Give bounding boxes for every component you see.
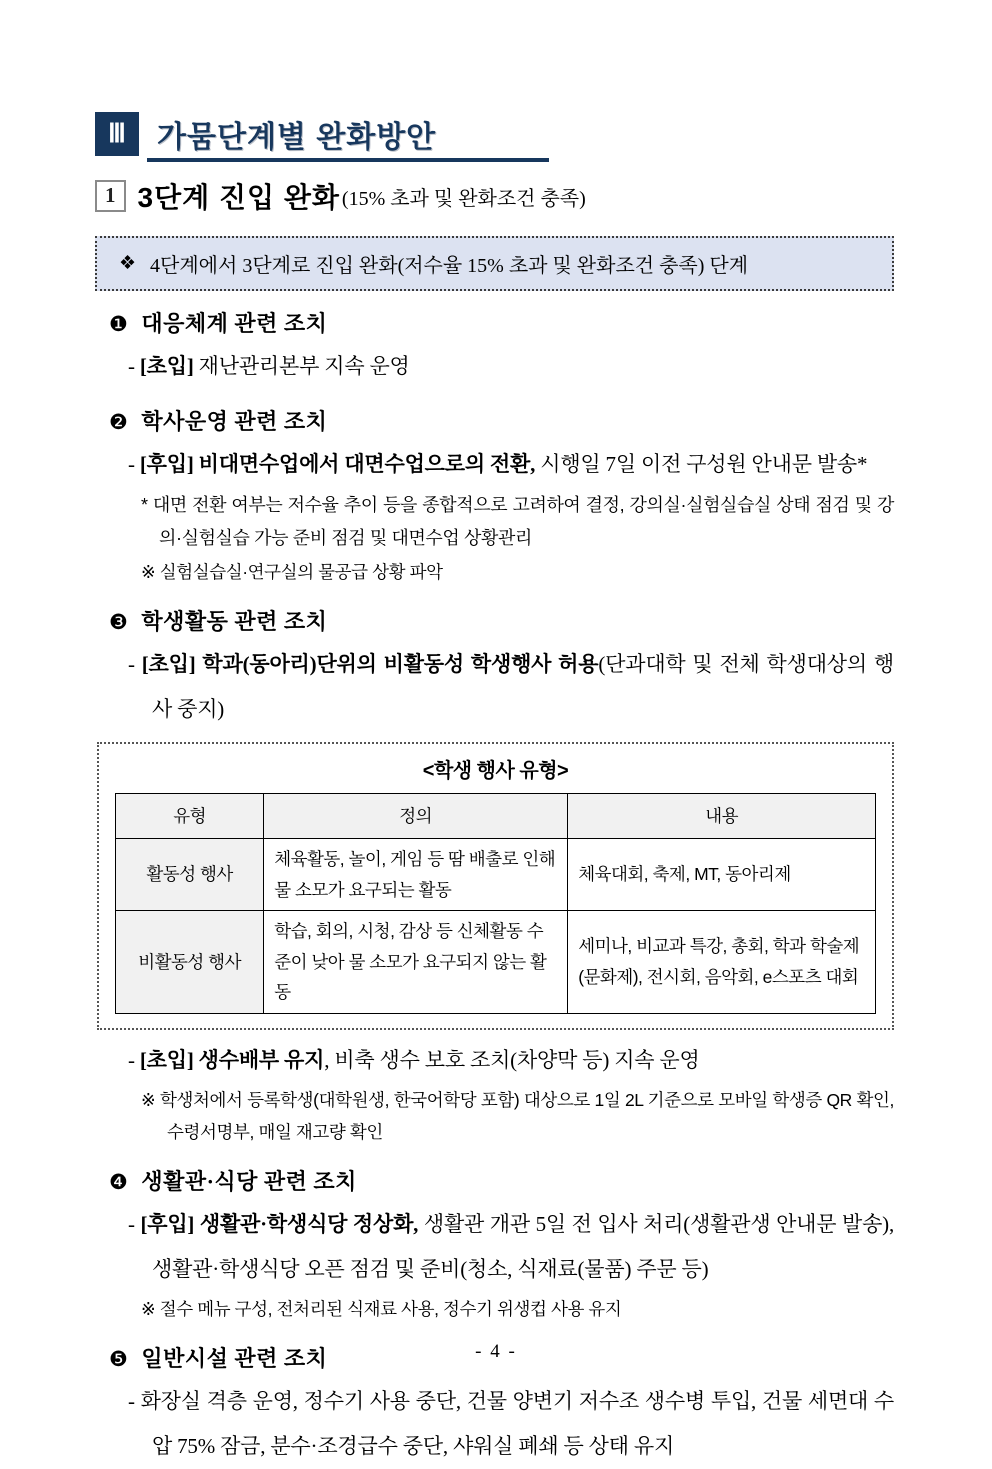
row-type: 활동성 행사 [116, 838, 264, 910]
section-2-item [95, 442, 894, 487]
row-content: 체육대회, 축제, MT, 동아리제 [568, 838, 876, 910]
section-3-reference-note: ※ 학생처에서 등록학생(대학원생, 한국어학당 포함) 대상으로 1일 2L 기준으로 모바일 학생증 QR 확인, 수령서명부, 매일 재고량 확인 [141, 1090, 894, 1143]
section-2-footnote: * 대면 전환 여부는 저수율 추이 등을 종합적으로 고려하여 결정, 강의실·실험실습실 상태 점검 및 강의·실험실습 가능 준비 점검 및 대면수업 상황관리 [141, 495, 894, 549]
section-1-item [95, 344, 894, 389]
section-4-title: 생활관·식당 관련 조치 [141, 1168, 357, 1194]
dash: - [128, 651, 135, 676]
section-4-item [95, 1202, 894, 1292]
dash: - [128, 452, 135, 477]
section-3-title: 학생활동 관련 조치 [141, 608, 328, 634]
section-subtitle [95, 176, 894, 216]
section-3-heading [109, 605, 894, 636]
student-event-table [115, 793, 876, 1014]
stage-callout-text: 4단계에서 3단계로 진입 완화(저수율 15% 초과 및 완화조건 충족) 단계 [150, 255, 749, 277]
chapter-header [95, 112, 894, 162]
phase-tag: [초입] 생수배부 유지 [139, 1048, 325, 1073]
stage-callout-box [95, 236, 894, 291]
section-4-reference-note: ※ 절수 메뉴 구성, 전처리된 식재료 사용, 정수기 위생컵 사용 유지 [141, 1299, 622, 1320]
section-2-heading [109, 405, 894, 436]
phase-tag: [초입] 학과(동아리)단위의 비활동성 학생행사 허용 [141, 651, 599, 676]
row-content: 세미나, 비교과 특강, 총회, 학과 학술제(문화제), 전시회, 음악회, e스포츠 대회 [568, 911, 876, 1014]
dash: - [128, 1048, 135, 1073]
subtitle-title: 3단계 진입 완화 [137, 182, 340, 213]
page-number: - 4 - [475, 1341, 517, 1362]
chapter-title-underline [147, 112, 549, 162]
section-1-heading [109, 307, 894, 338]
subtitle-condition: (15% 초과 및 완화조건 충족) [341, 187, 586, 210]
table-row [116, 911, 876, 1014]
phase-tag: [후입] 생활관·학생식당 정상화, [140, 1211, 419, 1236]
circled-3-icon: ❸ [109, 609, 129, 634]
item-text: 화장실 격층 운영, 정수기 사용 중단, 건물 양변기 저수조 생수병 투입, 건물 세면대 수압 75% 잠금, 분수·조경급수 중단, 샤워실 폐쇄 등 상태 유지 [134, 1388, 894, 1459]
section-2-title: 학사운영 관련 조치 [141, 409, 328, 435]
item-text: 시행일 7일 이전 구성원 안내문 발송* [535, 452, 868, 477]
circled-2-icon: ❷ [109, 410, 129, 435]
dash: - [128, 1211, 135, 1236]
chapter-title: 가뭄단계별 완화방안 [157, 121, 437, 154]
item-text: 재난관리본부 지속 운영 [193, 354, 410, 378]
dash: - [128, 354, 135, 378]
section-3-item-2 [95, 1038, 894, 1083]
col-header-definition: 정의 [264, 793, 568, 838]
student-event-type-box [97, 742, 894, 1030]
col-header-type: 유형 [116, 793, 264, 838]
circled-1-icon: ❶ [109, 312, 129, 336]
table-header-row [116, 793, 876, 838]
phase-tag: [초입] [139, 354, 194, 378]
section-3-item-1 [95, 642, 894, 732]
section-1-title: 대응체계 관련 조치 [141, 311, 328, 336]
circled-5-icon: ❺ [109, 1346, 129, 1371]
col-header-content: 내용 [568, 793, 876, 838]
dash: - [128, 1388, 135, 1413]
subtitle-number-box: 1 [95, 180, 126, 212]
row-definition: 체육활동, 놀이, 게임 등 땀 배출로 인해 물 소모가 요구되는 활동 [264, 838, 568, 910]
item-text: 생활관 개관 5일 전 입사 처리(생활관생 안내문 발송), 생활관·학생식당 오픈 점검 및 준비(청소, 식재료(물품) 주문 등) [152, 1211, 895, 1281]
section-2-reference-note: ※ 실험실습실·연구실의 물공급 상황 파악 [141, 561, 443, 582]
row-definition: 학습, 회의, 시청, 감상 등 신체활동 수준이 낮아 물 소모가 요구되지 않는 활동 [264, 911, 568, 1014]
table-title: <학생 행사 유형> [422, 759, 569, 782]
table-row [116, 838, 876, 910]
chapter-marker-box [95, 112, 139, 156]
item-text: , 비축 생수 보호 조치(차양막 등) 지속 운영 [324, 1048, 700, 1073]
row-type: 비활동성 행사 [116, 911, 264, 1014]
phase-tag: [후입] 비대면수업에서 대면수업으로의 전환, [139, 452, 536, 477]
section-4-heading [109, 1165, 894, 1196]
chapter-marker: Ⅲ [108, 119, 126, 148]
item-text: (단과대학 및 전체 학생대상의 행사 중지) [152, 651, 894, 721]
section-5-item [95, 1379, 894, 1469]
section-5-title: 일반시설 관련 조치 [141, 1345, 328, 1371]
diamond-bullet-icon: ❖ [119, 253, 137, 274]
circled-4-icon: ❹ [109, 1169, 129, 1194]
